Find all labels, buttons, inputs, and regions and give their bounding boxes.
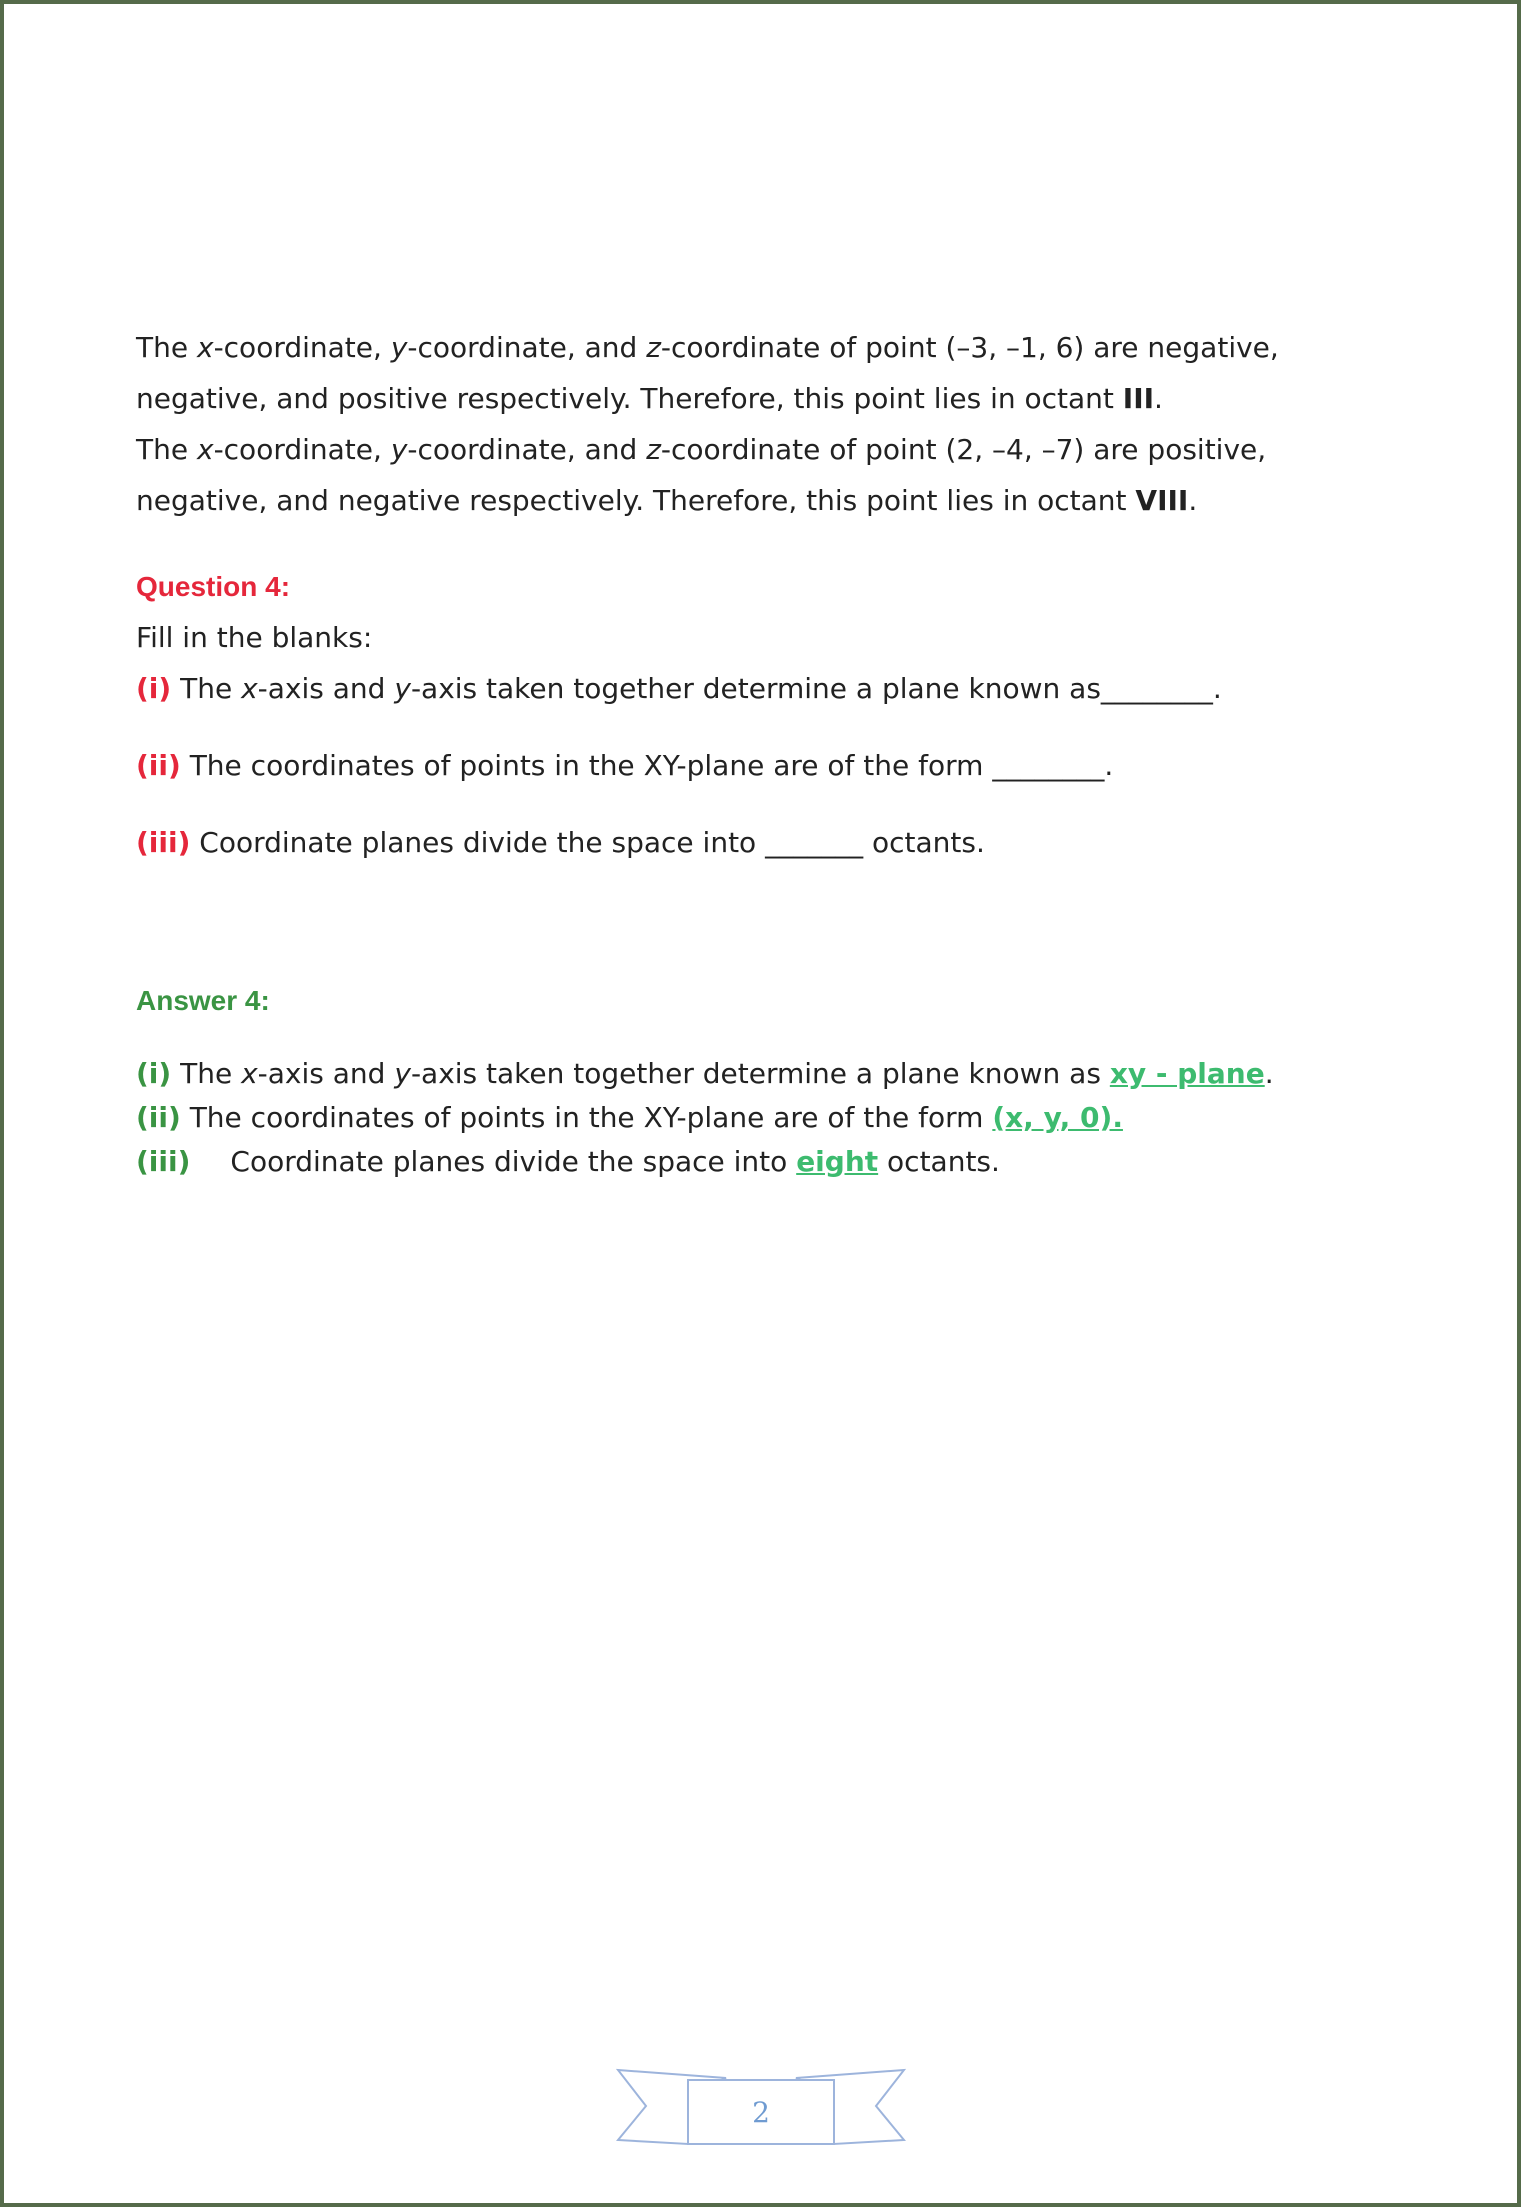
var-z: z xyxy=(646,433,661,466)
text: -coordinate, xyxy=(213,433,391,466)
text: negative, and positive respectively. Therefore, this point lies in octant xyxy=(136,382,1123,415)
question-intro: Fill in the blanks: xyxy=(136,621,373,654)
item-number: (ii) xyxy=(136,749,181,782)
answer-heading: Answer 4: xyxy=(136,985,270,1016)
page-number-ribbon xyxy=(616,2064,906,2154)
var-x: x xyxy=(241,1057,258,1090)
text: -coordinate of point (2, –4, –7) are positive, xyxy=(660,433,1267,466)
octant-value: III xyxy=(1122,382,1155,415)
text: The xyxy=(136,433,197,466)
answer-item-iii xyxy=(136,1140,1396,1184)
text: -coordinate, and xyxy=(407,331,647,364)
text: . xyxy=(1188,484,1198,517)
text: The xyxy=(136,331,197,364)
var-x: x xyxy=(196,331,214,364)
var-y: y xyxy=(390,331,408,364)
question-item-iii xyxy=(136,817,1396,868)
text: -coordinate, and xyxy=(407,433,647,466)
var-x: x xyxy=(196,433,214,466)
question-heading: Question 4: xyxy=(136,571,291,602)
paragraph-point-1-line-2 xyxy=(136,373,1396,424)
var-y: y xyxy=(394,672,411,705)
text: Coordinate planes divide the space into xyxy=(230,1145,797,1178)
item-number: (ii) xyxy=(136,1101,181,1134)
paragraph-point-1-line-1 xyxy=(136,322,1396,373)
item-number: (i) xyxy=(136,672,172,705)
page-number: 2 xyxy=(752,2096,770,2129)
item-number: (iii) xyxy=(136,1145,191,1178)
text: The xyxy=(171,672,242,705)
question-item-i xyxy=(136,663,1396,714)
answer-value: xy - plane xyxy=(1109,1057,1265,1090)
answer-value: (x, y, 0). xyxy=(992,1101,1123,1134)
item-number: (i) xyxy=(136,1057,172,1090)
var-x: x xyxy=(241,672,258,705)
text: -axis and xyxy=(257,1057,395,1090)
text: The coordinates of points in the XY-plane are of the form xyxy=(180,1101,993,1134)
text: . xyxy=(1264,1057,1274,1090)
answer-item-i xyxy=(136,1052,1396,1096)
text: Coordinate planes divide the space into _______ octants. xyxy=(190,826,985,859)
text: octants. xyxy=(878,1145,1000,1178)
text: -axis taken together determine a plane known as xyxy=(410,1057,1110,1090)
text: -axis and xyxy=(257,672,395,705)
text: -coordinate, xyxy=(213,331,391,364)
var-z: z xyxy=(646,331,661,364)
question-item-ii xyxy=(136,740,1396,791)
var-y: y xyxy=(394,1057,411,1090)
page-content xyxy=(136,322,1396,1184)
item-number: (iii) xyxy=(136,826,191,859)
octant-value: VIII xyxy=(1135,484,1189,517)
text: -axis taken together determine a plane known as________. xyxy=(410,672,1222,705)
answer-item-ii xyxy=(136,1096,1396,1140)
paragraph-point-2-line-2 xyxy=(136,475,1396,526)
text: The xyxy=(171,1057,242,1090)
text: -coordinate of point (–3, –1, 6) are negative, xyxy=(660,331,1279,364)
paragraph-point-2-line-1 xyxy=(136,424,1396,475)
answer-value: eight xyxy=(796,1145,879,1178)
var-y: y xyxy=(390,433,408,466)
text: negative, and negative respectively. Therefore, this point lies in octant xyxy=(136,484,1136,517)
text: The coordinates of points in the XY-plane are of the form ________. xyxy=(180,749,1114,782)
text: . xyxy=(1154,382,1163,415)
